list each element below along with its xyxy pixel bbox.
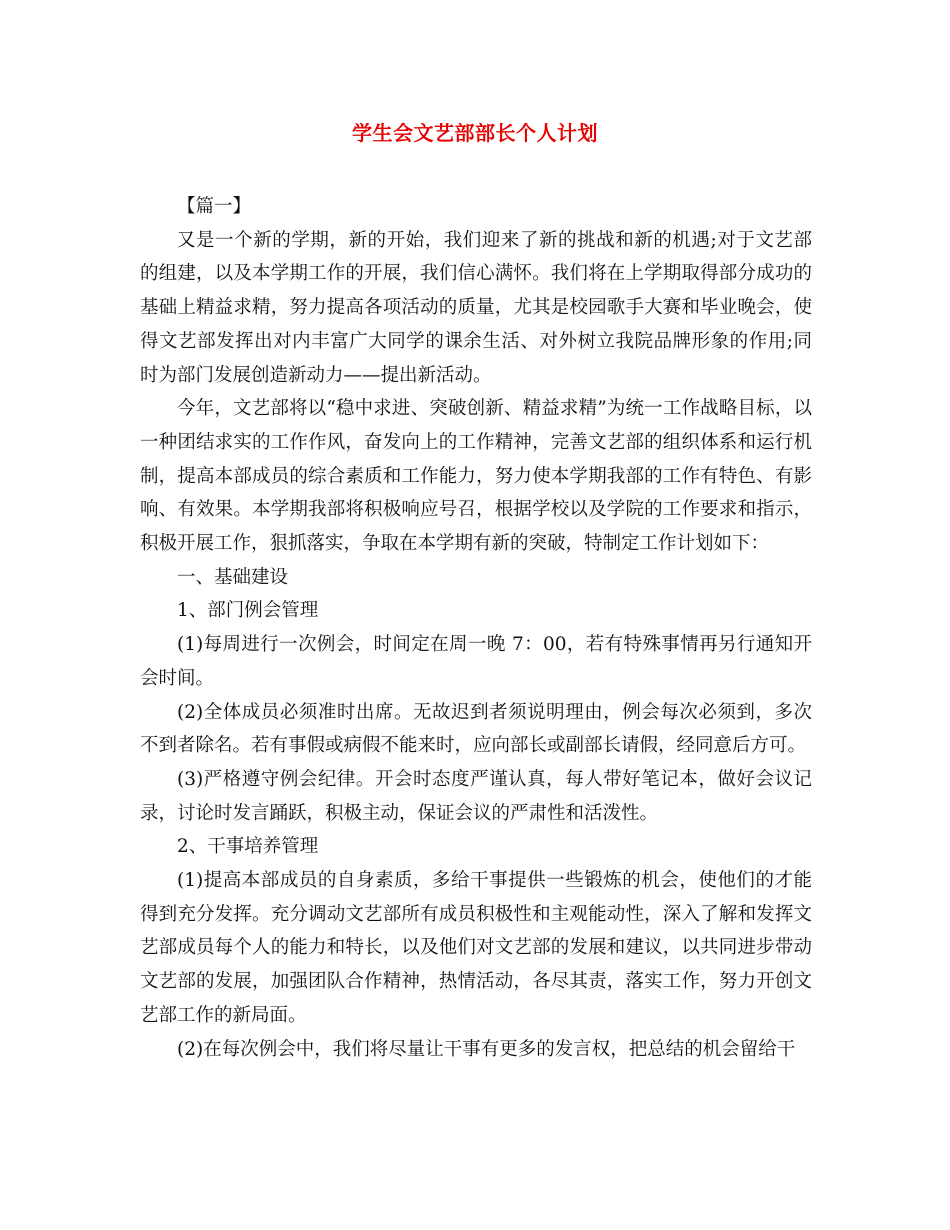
list-item: (2)全体成员必须准时出席。无故迟到者须说明理由，例会每次必须到，多次不到者除名。若有事假或病假不能来时，应向部长或副部长请假，经同意后方可。 xyxy=(140,701,812,757)
document-title: 学生会文艺部部长个人计划 xyxy=(352,121,598,145)
paragraph: 又是一个新的学期，新的开始，我们迎来了新的挑战和新的机遇;对于文艺部的组建，以及本学期工作的开展，我们信心满怀。我们将在上学期取得部分成功的基础上精益求精，努力提高各项活动的质量，尤其是校园歌手大赛和毕业晚会，使得文艺部发挥出对内丰富广大同学的课余生活、对外树立我院品牌形象的作用;同时为部门发展创造新动力——提出新活动。 xyxy=(140,229,812,386)
list-item: (2)在每次例会中，我们将尽量让干事有更多的发言权，把总结的机会留给干 xyxy=(177,1038,796,1060)
subsection-heading: 1、部门例会管理 xyxy=(177,600,319,622)
section-heading: 一、基础建设 xyxy=(177,566,289,588)
list-item: (3)严格遵守例会纪律。开会时态度严谨认真，每人带好笔记本，做好会议记录，讨论时发言踊跃，积极主动，保证会议的严肃性和活泼性。 xyxy=(140,768,812,824)
subsection-heading: 2、干事培养管理 xyxy=(177,836,319,858)
list-item: (1)提高本部成员的自身素质，多给干事提供一些锻炼的机会，使他们的才能得到充分发挥。充分调动文艺部所有成员积极性和主观能动性，深入了解和发挥文艺部成员每个人的能力和特长，以及他们对文艺部的发展和建议，以共同进步带动文艺部的发展，加强团队合作精神，热情活动，各尽其责，落实工作，努力开创文艺部工作的新局面。 xyxy=(140,870,812,1026)
list-item: (1)每周进行一次例会，时间定在周一晚 7：00，若有特殊事情再另行通知开会时间。 xyxy=(140,634,812,689)
paragraph: 今年，文艺部将以“稳中求进、突破创新、精益求精”为统一工作战略目标，以一种团结求实的工作作风，奋发向上的工作精神，完善文艺部的组织体系和运行机制，提高本部成员的综合素质和工作能力，努力使本学期我部的工作有特色、有影响、有效果。本学期我部将积极响应号召，根据学校以及学院的工作要求和指示，积极开展工作，狠抓落实，争取在本学期有新的突破，特制定工作计划如下： xyxy=(140,398,812,555)
document-body xyxy=(140,190,812,1066)
section-heading: 【篇一】 xyxy=(177,196,252,217)
